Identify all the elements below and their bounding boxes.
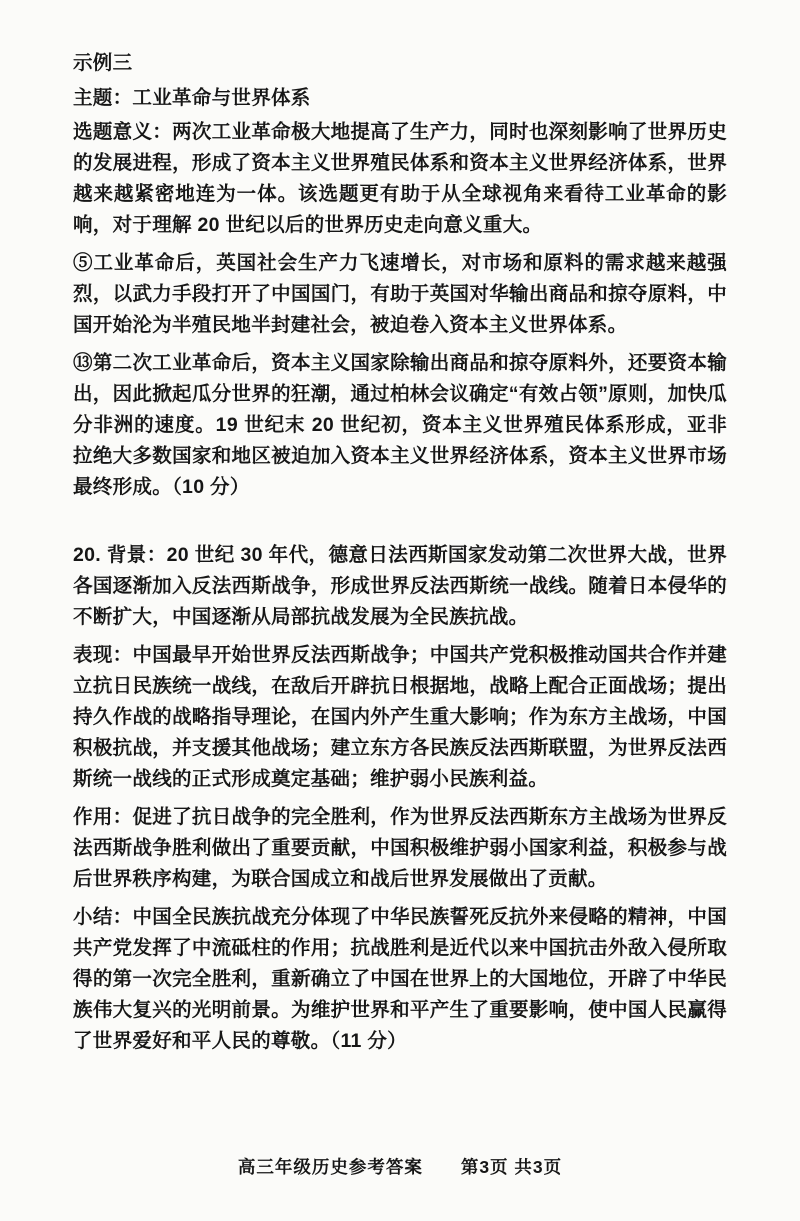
significance-paragraph: 选题意义：两次工业革命极大地提高了生产力，同时也深刻影响了世界历史的发展进程，形成了资本主义世界殖民体系和资本主义世界经济体系，世界越来越紧密地连为一体。该选题更有助于从全球视角来看待工业革命的影响，对于理解 20 世纪以后的世界历史走向意义重大。: [73, 121, 727, 236]
topic-line: 主题：工业革命与世界体系: [73, 87, 311, 109]
question-20-summary: 小结：中国全民族抗战充分体现了中华民族誓死反抗外来侵略的精神，中国共产党发挥了中流砥柱的作用；抗战胜利是近代以来中国抗击外敌入侵所取得的第一次完全胜利，重新确立了中国在世界上的大国地位，开辟了中华民族伟大复兴的光明前景。为维护世界和平产生了重要影响，使中国人民赢得了世界爱好和平人民的尊敬。（11 分）: [73, 906, 727, 1052]
answer-point-5: ⑤工业革命后，英国社会生产力飞速增长，对市场和原料的需求越来越强烈，以武力手段打开了中国国门，有助于英国对华输出商品和掠夺原料，中国开始沦为半殖民地半封建社会，被迫卷入资本主义世界体系。: [73, 252, 727, 336]
question-20-background: 20. 背景：20 世纪 30 年代，德意日法西斯国家发动第二次世界大战，世界各国逐渐加入反法西斯战争，形成世界反法西斯统一战线。随着日本侵华的不断扩大，中国逐渐从局部抗战发展为全民族抗战。: [73, 544, 727, 628]
question-20-effect: 作用：促进了抗日战争的完全胜利，作为世界反法西斯东方主战场为世界反法西斯战争胜利做出了重要贡献，中国积极维护弱小国家利益，积极参与战后世界秩序构建，为联合国成立和战后世界发展做出了贡献。: [73, 806, 727, 890]
page-footer: [0, 1154, 800, 1179]
question-20-performance: 表现：中国最早开始世界反法西斯战争；中国共产党积极推动国共合作并建立抗日民族统一战线，在敌后开辟抗日根据地，战略上配合正面战场；提出持久作战的战略指导理论，在国内外产生重大影响；作为东方主战场，中国积极抗战，并支援其他战场；建立东方各民族反法西斯联盟，为世界反法西斯统一战线的正式形成奠定基础；维护弱小民族利益。: [73, 644, 727, 790]
footer-document-title: 高三年级历史参考答案: [237, 1157, 423, 1177]
answer-point-13: ⑬第二次工业革命后，资本主义国家除输出商品和掠夺原料外，还要资本输出，因此掀起瓜分世界的狂潮，通过柏林会议确定“有效占领”原则，加快瓜分非洲的速度。19 世纪末 20 世纪初，资本主义世界殖民体系形成，亚非拉绝大多数国家和地区被迫加入资本主义世界经济体系，资本主义世界市场最终形成。（10 分）: [73, 352, 727, 498]
example-heading: 示例三: [73, 52, 133, 74]
footer-page-number: 第3页 共3页: [460, 1157, 563, 1177]
document-body: [73, 48, 727, 1064]
